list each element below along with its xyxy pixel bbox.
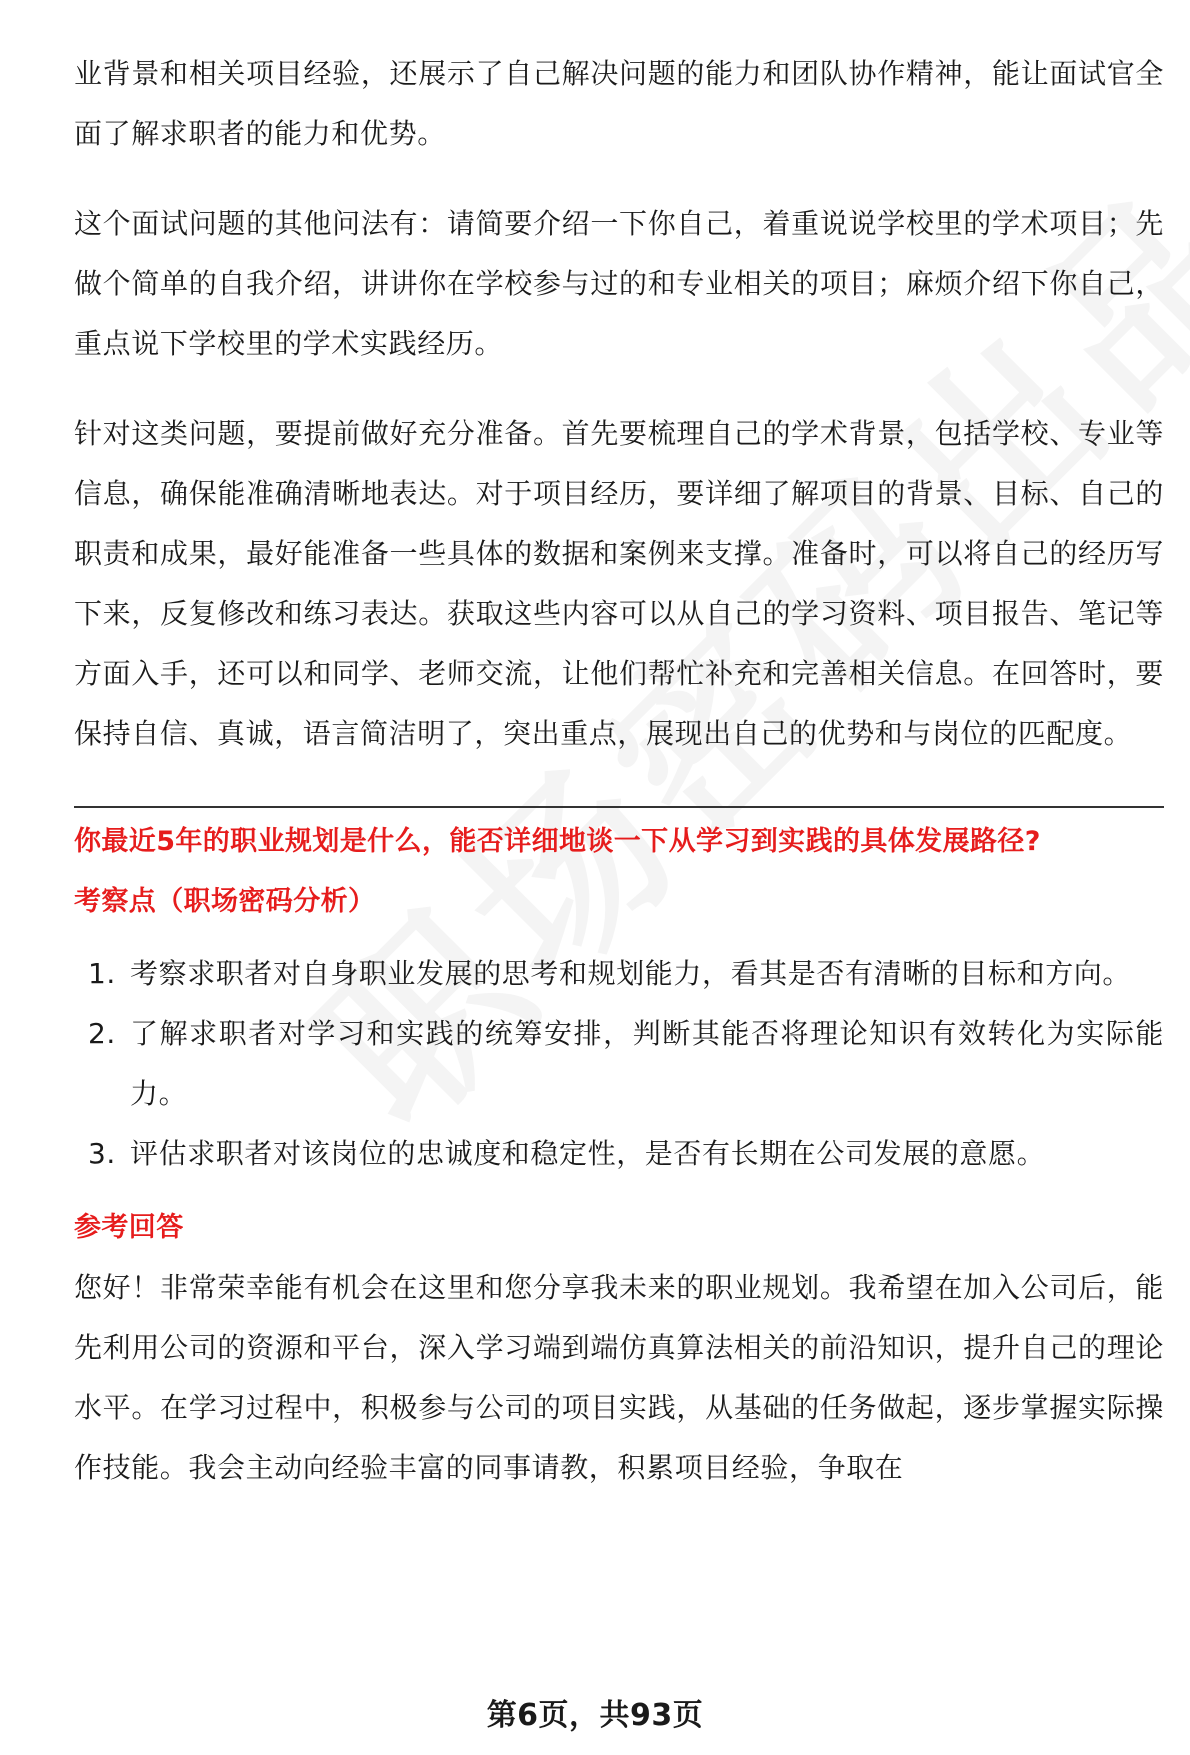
assessment-item-text: 了解求职者对学习和实践的统筹安排，判断其能否将理论知识有效转化为实际能力。: [130, 1017, 1164, 1110]
assessment-item-text: 评估求职者对该岗位的忠诚度和稳定性，是否有长期在公司发展的意愿。: [130, 1137, 1046, 1170]
interview-question: 你最近5年的职业规划是什么，能否详细地谈一下从学习到实践的具体发展路径?: [74, 826, 1041, 857]
assessment-item: [74, 944, 1164, 1004]
reference-answer-heading: 参考回答: [74, 1212, 184, 1243]
assessment-item-text: 考察求职者对自身职业发展的思考和规划能力，看其是否有清晰的目标和方向。: [130, 957, 1132, 990]
reference-answer-text: 您好！非常荣幸能有机会在这里和您分享我未来的职业规划。我希望在加入公司后，能先利用公司的资源和平台，深入学习端到端仿真算法相关的前沿知识，提升自己的理论水平。在学习过程中，积极参与公司的项目实践，从基础的任务做起，逐步掌握实际操作技能。我会主动向经验丰富的同事请教，积累项目经验，争取在: [74, 1271, 1164, 1484]
assessment-heading: 考察点（职场密码分析）: [74, 886, 376, 917]
section-divider: [74, 806, 1164, 808]
page-content: [74, 44, 1164, 1498]
list-number: 2.: [88, 1017, 116, 1050]
assessment-item: [74, 1004, 1164, 1124]
paragraph-preparation-advice: 针对这类问题，要提前做好充分准备。首先要梳理自己的学术背景，包括学校、专业等信息，确保能准确清晰地表达。对于项目经历，要详细了解项目的背景、目标、自己的职责和成果，最好能准备一些具体的数据和案例来支撑。准备时，可以将自己的经历写下来，反复修改和练习表达。获取这些内容可以从自己的学习资料、项目报告、笔记等方面入手，还可以和同学、老师交流，让他们帮忙补充和完善相关信息。在回答时，要保持自信、真诚，语言简洁明了，突出重点，展现出自己的优势和与岗位的匹配度。: [74, 417, 1164, 750]
paragraph-alternate-phrasings: 这个面试问题的其他问法有：请简要介绍一下你自己，着重说说学校里的学术项目；先做个简单的自我介绍，讲讲你在学校参与过的和专业相关的项目；麻烦介绍下你自己，重点说下学校里的学术实践经历。: [74, 207, 1164, 360]
assessment-list: [74, 944, 1164, 1184]
paragraph-intro-continued: 业背景和相关项目经验，还展示了自己解决问题的能力和团队协作精神，能让面试官全面了解求职者的能力和优势。: [74, 57, 1164, 150]
assessment-item: [74, 1124, 1164, 1184]
list-number: 1.: [88, 957, 116, 990]
page-number-footer: 第6页，共93页: [486, 1698, 704, 1733]
list-number: 3.: [88, 1137, 116, 1170]
